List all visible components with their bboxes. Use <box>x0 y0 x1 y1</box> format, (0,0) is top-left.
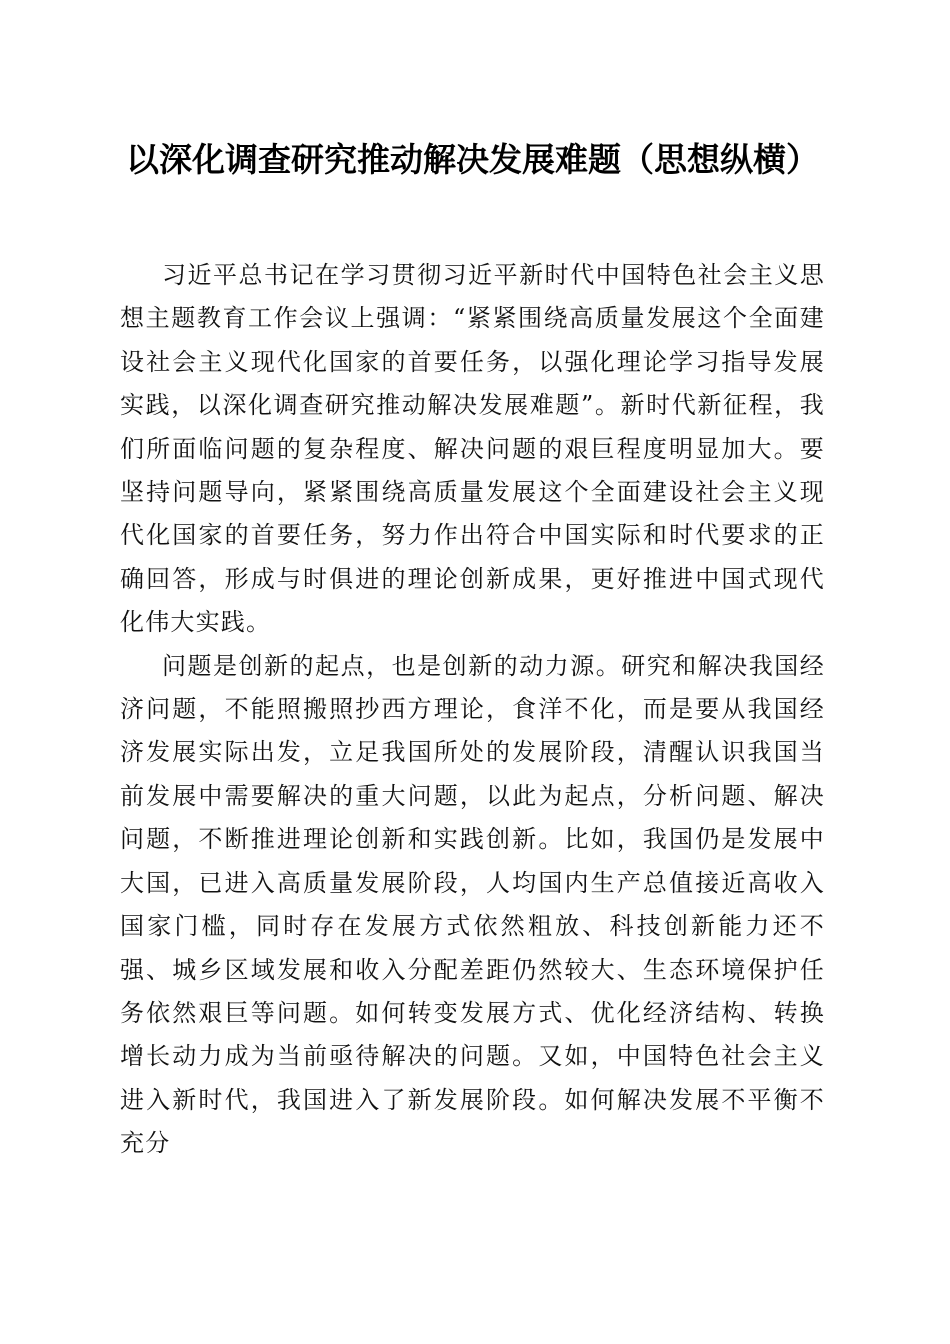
document-body <box>120 254 825 1166</box>
paragraph-2: 问题是创新的起点，也是创新的动力源。研究和解决我国经济问题，不能照搬照抄西方理论，食洋不化，而是要从我国经济发展实际出发，立足我国所处的发展阶段，清醒认识我国当前发展中需要解决的重大问题，以此为起点，分析问题、解决问题，不断推进理论创新和实践创新。比如，我国仍是发展中大国，已进入高质量发展阶段，人均国内生产总值接近高收入国家门槛，同时存在发展方式依然粗放、科技创新能力还不强、城乡区域发展和收入分配差距仍然较大、生态环境保护任务依然艰巨等问题。如何转变发展方式、优化经济结构、转换增长动力成为当前亟待解决的问题。又如，中国特色社会主义进入新时代，我国进入了新发展阶段。如何解决发展不平衡不充分 <box>120 651 825 1158</box>
document-title: 以深化调查研究推动解决发展难题（思想纵横） <box>126 140 819 179</box>
paragraph-1: 习近平总书记在学习贯彻习近平新时代中国特色社会主义思想主题教育工作会议上强调：“紧紧围绕高质量发展这个全面建设社会主义现代化国家的首要任务，以强化理论学习指导发展实践，以深化调查研究推动解决发展难题”。新时代新征程，我们所面临问题的复杂程度、解决问题的艰巨程度明显加大。要坚持问题导向，紧紧围绕高质量发展这个全面建设社会主义现代化国家的首要任务，努力作出符合中国实际和时代要求的正确回答，形成与时俱进的理论创新成果，更好推进中国式现代化伟大实践。 <box>120 261 825 637</box>
